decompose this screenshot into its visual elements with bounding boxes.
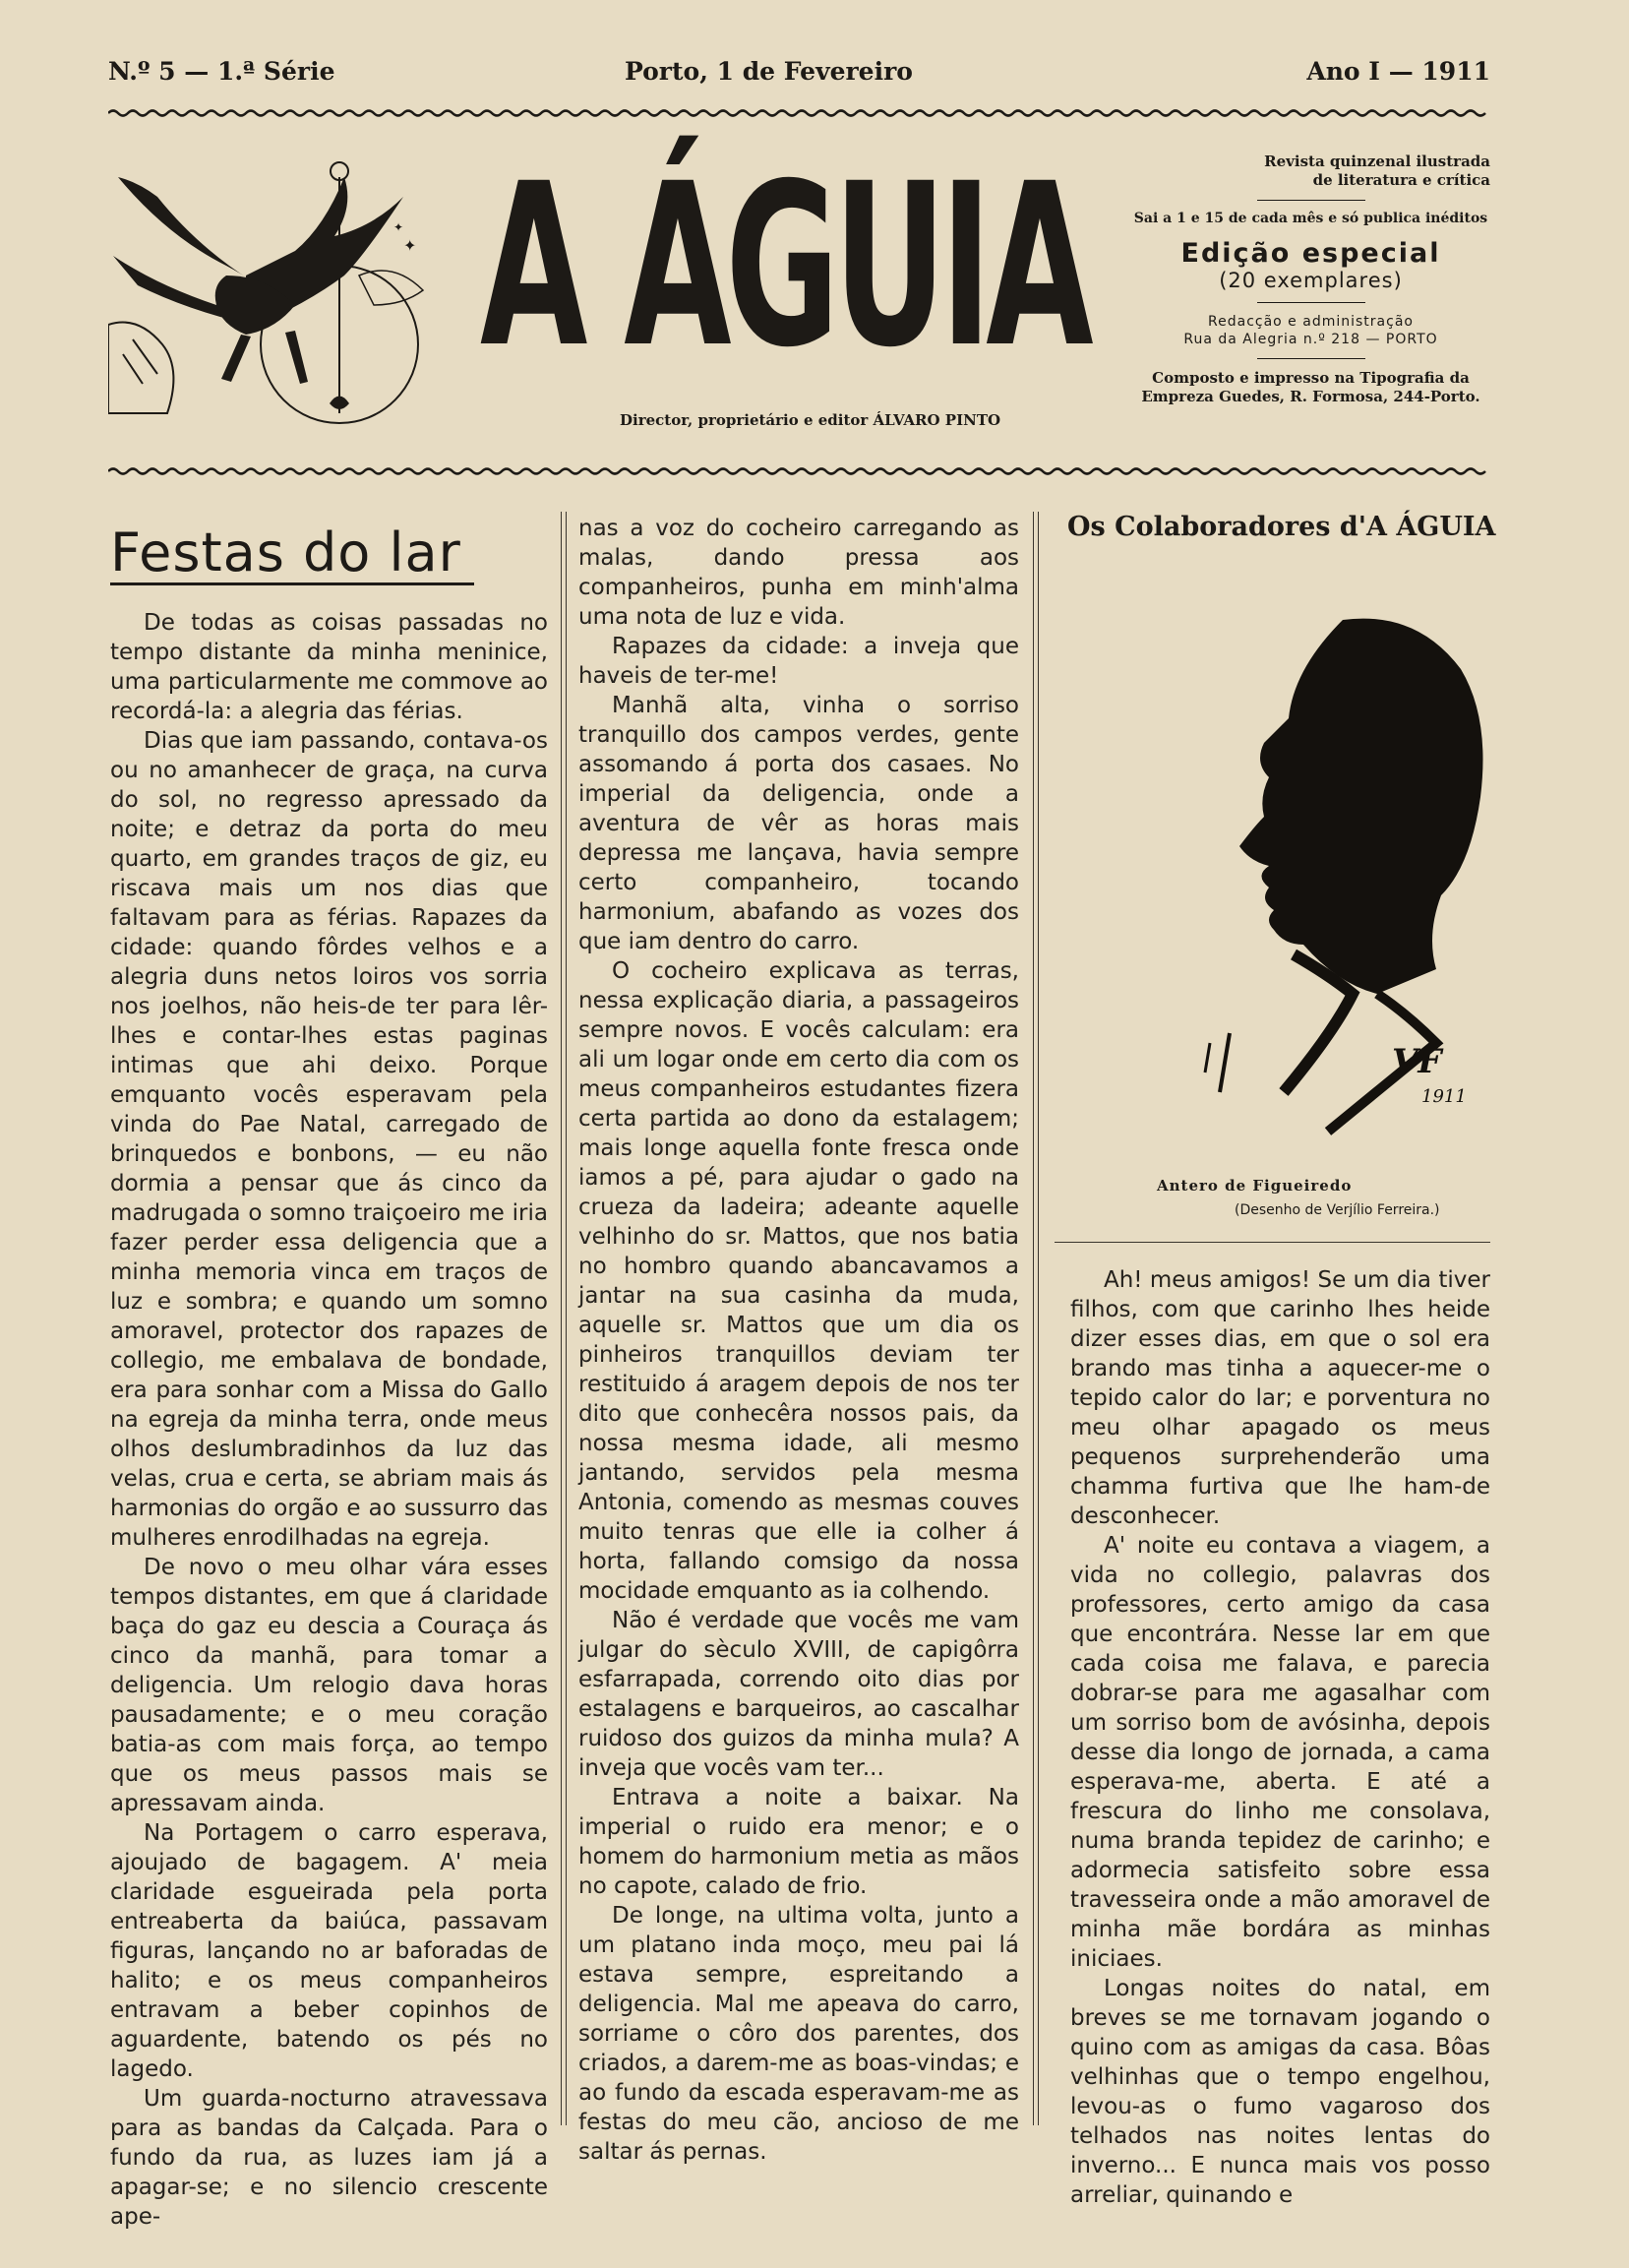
portrait-caption-name: Antero de Figueiredo — [1157, 1177, 1353, 1195]
paragraph: Não é verdade que vocês me vam julgar do sèculo XVIII, de capigôrra esfarrapada, correndo oito dias por estalagens e barqueiros, ao cascalhar ruidoso dos guizos da minha mula? A inveja que vocês vam ter... — [578, 1608, 1019, 1781]
description-1: Revista quinzenal ilustrada — [1264, 153, 1490, 170]
paragraph: Longas noites do natal, em breves se me tornavam jogando o quino com as amigas da casa. Bôas velhinhas que o tempo engelhou, levou-as o fumo vagaroso dos telhados nas noites lentas do inverno... E nunca mais vos posso arreliar, quinando e — [1070, 1976, 1490, 2208]
paragraph: A' noite eu contava a viagem, a vida no collegio, palavras dos professores, certo amigo da casa que encontrára. Nesse lar em que cada coisa me falava, e parecia dobrar-se para me agasalhar com um sorriso bom de avósinha, depois desse dia longo de jornada, a cama esperava-me, aberta. E até a frescura do linho me consolava, numa branda tepidez de carinho; e adormecia satisfeito sobre essa travesseira onde a mão amoravel de minha mãe bordára as minhas iniciaes. — [1070, 1533, 1490, 1972]
portrait-signature: VF — [1392, 1042, 1442, 1081]
admin-2: Rua da Alegria n.º 218 — PORTO — [1183, 332, 1438, 347]
issue-number: N.º 5 — 1.ª Série — [108, 57, 335, 86]
column-rule — [1038, 512, 1039, 2125]
place-date: Porto, 1 de Fevereiro — [625, 57, 913, 86]
director-line: Director, proprietário e editor ÁLVARO PINTO — [620, 411, 1001, 429]
portrait-year: 1911 — [1421, 1086, 1467, 1107]
paragraph: Na Portagem o carro esperava, ajoujado de bagagem. A' meia claridade esgueirada pela porta entreaberta da baiúca, passavam figuras, lançando no ar baforadas de halito; e os meus companheiros entravam a beber copinhos de aguardente, batendo os pés no lagedo. — [110, 1820, 548, 2082]
masthead-divider — [108, 464, 1490, 478]
paragraph: nas a voz do cocheiro carregando as malas, dando pressa aos companheiros, punha em minh'alma uma nota de luz e vida. — [578, 516, 1019, 630]
paragraph: Rapazes da cidade: a inveja que haveis de ter-me! — [578, 634, 1019, 689]
title-underline — [110, 582, 474, 585]
info-divider — [1257, 302, 1365, 303]
article-column-3 — [1070, 1265, 1490, 2210]
paragraph: Dias que iam passando, contava-os ou no amanhecer de graça, na curva do sol, no regresso apressado da noite; e detraz da porta do meu quarto, em grandes traços de giz, eu riscava mais um nos dias que faltavam para as férias. Rapazes da cidade: quando fôrdes velhos e a alegria duns netos loiros vos sorria nos joelhos, não heis-de ter para lêr-lhes e contar-lhes estas paginas intimas que ahi deixo. Porque emquanto vocês esperavam pela vinda do Pae Natal, carregado de brinquedos e bonbons, — eu não dormia a pensar que ás cinco da madrugada o somno traiçoeiro me iria fazer perder essa deligencia que a minha memoria vinca em traços de luz e sombra; e quando um somno amoravel, protector dos rapazes de collegio, me embalava de bondade, era para sonhar com a Missa do Gallo na egreja da minha terra, onde meus olhos deslumbradinhos da luz das velas, crua e certa, se abriam mais ás harmonias do orgão e ao sussurro das mulheres enrodilhadas na egreja. — [110, 728, 548, 1551]
printer-2: Empreza Guedes, R. Formosa, 244-Porto. — [1141, 388, 1480, 405]
column-rule — [1033, 512, 1034, 2125]
copies: (20 exemplares) — [1219, 269, 1403, 292]
article-title: Festas do lar — [110, 521, 461, 583]
paragraph: Um guarda-nocturno atravessava para as bandas da Calçada. Para o fundo da rua, as luzes iam já a apagar-se; e no silencio crescente ape- — [110, 2086, 548, 2230]
eagle-emblem-icon — [108, 157, 433, 433]
paragraph: Entrava a noite a baixar. Na imperial o ruido era menor; e o homem do harmonium metia as mãos no capote, calado de frio. — [578, 1785, 1019, 1899]
paragraph: De todas as coisas passadas no tempo distante da minha meninice, uma particularmente me commove ao recordá-la: a alegria das férias. — [110, 610, 548, 724]
article-column-2 — [578, 514, 1019, 2167]
printer-1: Composto e impresso na Tipografia da — [1152, 369, 1470, 387]
paragraph: Manhã alta, vinha o sorriso tranquillo dos campos verdes, gente assomando á porta dos casaes. No imperial da deligencia, onde a aventura de vêr as horas mais depressa me lançava, havia sempre certo companheiro, tocando harmonium, abafando as vozes dos que iam dentro do carro. — [578, 693, 1019, 954]
info-divider — [1257, 200, 1365, 201]
column-rule — [561, 512, 562, 2125]
paragraph: O cocheiro explicava as terras, nessa explicação diaria, a passageiros sempre novos. E vocês calculam: era ali um logar onde em certo dia com os meus companheiros estudantes fizera certa partida ao dono da estalagem; mais longe aquella fonte fresca onde iamos a pé, para ajudar o gado na crueza da ladeira; adeante aquelle velhinho do sr. Mattos, que nos batia no hombro quando abancavamos a jantar na sua casinha da muda, aquelle sr. Mattos que um dia os pinheiros tranquillos deviam ter restituido á aragem depois de nos ter dito que conhecêra nossos pais, da nossa mesma idade, ali mesmo jantando, servidos pela mesma Antonia, comendo as mesmas couves muito tenras que elle ia colher á horta, fallando comsigo da nossa mocidade emquanto as ia colhendo. — [578, 958, 1019, 1604]
svg-text:✦: ✦ — [403, 236, 417, 255]
header-line — [108, 57, 1490, 96]
description-2: de literatura e crítica — [1312, 171, 1490, 189]
year: Ano I — 1911 — [1306, 57, 1490, 86]
edition: Edição especial — [1180, 238, 1441, 269]
paragraph: Ah! meus amigos! Se um dia tiver filhos, com que carinho lhes heide dizer esses dias, em que o sol era brando mas tinha a aquecer-me o tepido calor do lar; e porventura no meu olhar apagado os meus pequenos surprehenderão uma chamma furtiva que lhe ham-de desconhecer. — [1070, 1267, 1490, 1529]
collaborators-title: Os Colaboradores d'A ÁGUIA — [1067, 512, 1496, 542]
column-rule — [566, 512, 567, 2125]
top-divider — [108, 106, 1490, 120]
admin-1: Redacção e administração — [1208, 314, 1414, 330]
paragraph: De novo o meu olhar vára esses tempos distantes, em que á claridade baça do gaz eu descia a Couraça ás cinco da manhã, para tomar a deligencia. Um relogio dava horas pausadamente; e o meu coração batia-as com mais força, ao tempo que os meus passos mais se apressavam ainda. — [110, 1555, 548, 1816]
info-divider — [1257, 358, 1365, 359]
publication-info — [1131, 153, 1490, 406]
svg-text:✦: ✦ — [393, 220, 404, 234]
sidebar-divider — [1055, 1242, 1490, 1243]
paragraph: De longe, na ultima volta, junto a um platano inda moço, meu pai lá estava sempre, espreitando a deligencia. Mal me apeava do carro, sorriame o côro dos parentes, dos criados, a darem-me as boas-vindas; e ao fundo da escada esperavam-me as festas do meu cão, ancioso de me saltar ás pernas. — [578, 1903, 1019, 2165]
portrait-caption-credit: (Desenho de Verjílio Ferreira.) — [1235, 1202, 1440, 1218]
portrait-silhouette-image — [1082, 581, 1495, 1141]
schedule: Sai a 1 e 15 de cada mês e só publica inéditos — [1133, 211, 1488, 226]
article-column-1 — [110, 608, 548, 2232]
masthead-title: A ÁGUIA — [480, 135, 1088, 397]
